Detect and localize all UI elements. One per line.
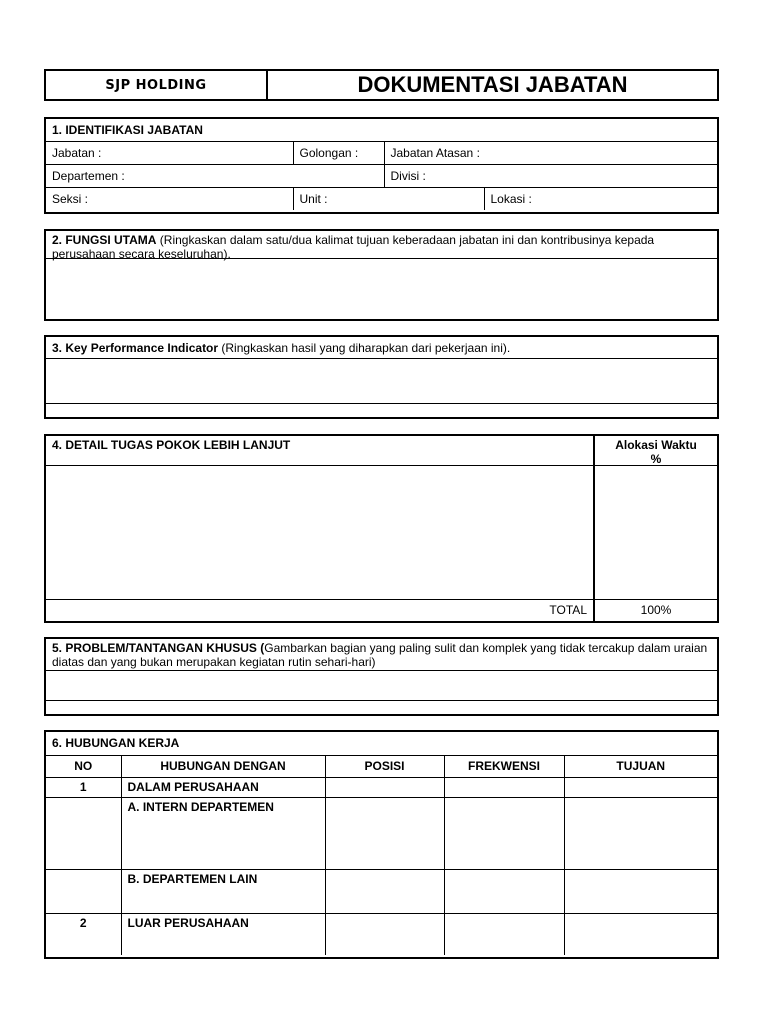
- identifikasi-table: [46, 119, 717, 210]
- col-header-posisi: POSISI: [325, 755, 444, 777]
- frekwensi-cell[interactable]: [444, 797, 564, 869]
- row-label: B. DEPARTEMEN LAIN: [121, 869, 325, 913]
- row-no: 1: [46, 777, 121, 797]
- field-jabatan[interactable]: Jabatan :: [46, 142, 293, 165]
- frekwensi-cell[interactable]: [444, 913, 564, 955]
- row-no: [46, 869, 121, 913]
- table-row: [46, 869, 717, 913]
- tujuan-cell[interactable]: [564, 797, 717, 869]
- section-3-description: (Ringkaskan hasil yang diharapkan dari pekerjaan ini).: [218, 341, 511, 355]
- posisi-cell[interactable]: [325, 777, 444, 797]
- posisi-cell[interactable]: [325, 797, 444, 869]
- tujuan-cell[interactable]: [564, 777, 717, 797]
- field-seksi[interactable]: Seksi :: [46, 188, 293, 211]
- section-3-heading: [46, 337, 717, 359]
- posisi-cell[interactable]: [325, 913, 444, 955]
- tugas-pokok-field[interactable]: [46, 466, 595, 600]
- total-value: 100%: [640, 603, 672, 617]
- table-row: [46, 777, 717, 797]
- alokasi-waktu-field[interactable]: [595, 466, 717, 600]
- section-5-description: Gambarkan bagian yang paling sulit dan komplek yang tidak tercakup dalam uraian diatas dan yang bukan merupakan kegiatan rutin sehari-hari): [52, 641, 708, 669]
- posisi-cell[interactable]: [325, 869, 444, 913]
- alokasi-waktu-header: [595, 436, 717, 466]
- problem-field-2[interactable]: [46, 701, 717, 715]
- section-2-title: 2. FUNGSI UTAMA: [52, 233, 157, 247]
- row-label: DALAM PERUSAHAAN: [121, 777, 325, 797]
- table-row: [46, 913, 717, 955]
- section-2-description: (Ringkaskan dalam satu/dua kalimat tujuan keberadaan jabatan ini dan kontribusinya kepada perusahaan secara keseluruhan).: [52, 233, 655, 261]
- org-name: SJP HOLDING: [46, 71, 268, 99]
- problem-field-1[interactable]: [46, 671, 717, 701]
- field-lokasi[interactable]: Lokasi :: [484, 188, 717, 211]
- row-label: A. INTERN DEPARTEMEN: [121, 797, 325, 869]
- section-6-heading: 6. HUBUNGAN KERJA: [46, 732, 717, 755]
- fungsi-utama-field[interactable]: [46, 259, 717, 317]
- section-detail-tugas: [44, 434, 719, 623]
- row-label: LUAR PERUSAHAAN: [121, 913, 325, 955]
- section-fungsi-utama: [44, 229, 719, 321]
- field-golongan[interactable]: Golongan :: [293, 142, 384, 165]
- section-1-heading: 1. IDENTIFIKASI JABATAN: [46, 119, 717, 142]
- section-kpi: [44, 335, 719, 419]
- kpi-field-1[interactable]: [46, 359, 717, 404]
- section-hubungan-kerja: [44, 730, 719, 959]
- col-header-no: NO: [46, 755, 121, 777]
- col-header-frekwensi: FREKWENSI: [444, 755, 564, 777]
- row-no: 2: [46, 913, 121, 955]
- section-5-heading: [46, 639, 717, 671]
- section-5-title: 5. PROBLEM/TANTANGAN KHUSUS (: [52, 641, 265, 655]
- section-identifikasi: [44, 117, 719, 214]
- alokasi-percent-label: %: [650, 452, 662, 466]
- field-unit[interactable]: Unit :: [293, 188, 484, 211]
- frekwensi-cell[interactable]: [444, 869, 564, 913]
- section-2-heading: [46, 231, 717, 259]
- total-label: TOTAL: [46, 600, 595, 621]
- alokasi-waktu-label: Alokasi Waktu: [615, 438, 697, 452]
- field-divisi[interactable]: Divisi :: [384, 165, 717, 188]
- section-3-title: 3. Key Performance Indicator: [52, 341, 219, 355]
- table-row: [46, 797, 717, 869]
- section-problem-tantangan: [44, 637, 719, 716]
- document-header: [44, 69, 719, 101]
- section-4-heading: 4. DETAIL TUGAS POKOK LEBIH LANJUT: [46, 436, 595, 466]
- col-header-hubungan: HUBUNGAN DENGAN: [121, 755, 325, 777]
- col-header-tujuan: TUJUAN: [564, 755, 717, 777]
- field-jabatan-atasan[interactable]: Jabatan Atasan :: [384, 142, 717, 165]
- tujuan-cell[interactable]: [564, 869, 717, 913]
- hubungan-kerja-table: [46, 732, 717, 955]
- frekwensi-cell[interactable]: [444, 777, 564, 797]
- kpi-field-2[interactable]: [46, 404, 717, 418]
- tujuan-cell[interactable]: [564, 913, 717, 955]
- document-title: DOKUMENTASI JABATAN: [357, 72, 628, 97]
- field-departemen[interactable]: Departemen :: [46, 165, 384, 188]
- row-no: [46, 797, 121, 869]
